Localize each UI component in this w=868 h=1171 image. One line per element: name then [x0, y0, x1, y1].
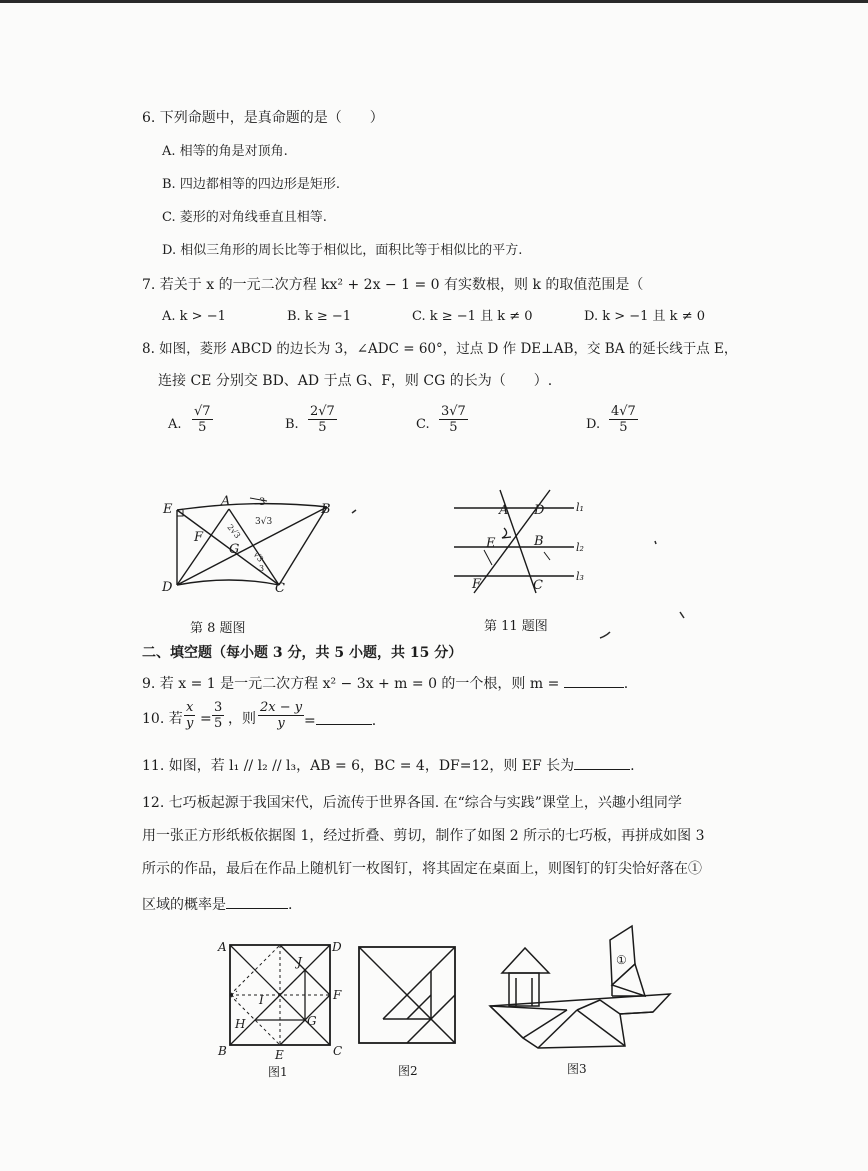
fraction-numerator: 2x − y	[260, 700, 303, 715]
q12-line3: 所示的作品，最后在作品上随机钉一枚图钉，将其固定在桌面上，则图钉的钉尖恰好落在①	[142, 861, 702, 877]
fig8-label-e: E	[163, 502, 173, 517]
q12-line1: 12. 七巧板起源于我国宋代，后流传于世界各国. 在“综合与实践”课堂上，兴趣小组同学	[142, 795, 682, 811]
tangram-figure-1	[215, 938, 345, 1062]
fig-t3-caption: 图3	[567, 1062, 587, 1076]
q7-stem: 7. 若关于 x 的一元二次方程 kx² + 2x − 1 = 0 有实数根，则 k 的取值范围是（	[142, 277, 644, 293]
q11-end: .	[630, 758, 635, 774]
tangram-figure-3	[485, 920, 675, 1052]
q10-fraction-expression	[258, 700, 304, 731]
fig-t1-label-g: G	[307, 1014, 317, 1028]
q12-line4-text: 区域的概率是	[142, 897, 226, 913]
q10-mid: ，则	[228, 711, 256, 727]
q11-text: 11. 如图，若 l₁ // l₂ // l₃，AB = 6，BC = 4，DF=12，则 EF 长为	[142, 758, 575, 774]
fig8-mark-cg: 3	[259, 564, 265, 573]
fraction-numerator: 4√7	[611, 404, 636, 419]
fig11-label-l1: l₁	[576, 501, 584, 514]
fig8-mark-rt3b: 2√3	[225, 522, 243, 541]
fraction-denominator: 5	[619, 420, 628, 435]
fig8-label-g: G	[229, 542, 240, 557]
fig-t1-label-e: E	[275, 1048, 284, 1062]
fig-t2-caption: 图2	[398, 1064, 418, 1078]
q7-option-c: C. k ≥ −1 且 k ≠ 0	[412, 309, 533, 324]
fig8-label-d: D	[162, 580, 173, 595]
fig-t1-label-j: J	[297, 955, 302, 969]
fig11-caption: 第 11 题图	[484, 619, 548, 634]
q9-line	[142, 673, 628, 693]
fig11-label-e: E	[486, 536, 496, 551]
fig8-mark-rt3c: √3	[251, 550, 266, 564]
fraction-denominator: 5	[449, 420, 458, 435]
fig-t1-label-c: C	[333, 1044, 343, 1058]
fig-t1-label-i: I	[259, 993, 264, 1007]
fig-t1-label-d: D	[332, 940, 342, 954]
fig8-mark-ab: 3	[259, 497, 266, 508]
q9-text: 9. 若 x = 1 是一元二次方程 x² − 3x + m = 0 的一个根，则 m =	[142, 676, 560, 692]
q11-answer-blank	[574, 755, 630, 770]
q10-fraction-3-over-5	[212, 700, 224, 731]
fig8-label-b: B	[321, 502, 331, 517]
q10-equals-1: =	[200, 711, 212, 727]
fig11-label-l3: l₃	[576, 570, 584, 583]
q6-option-a: A. 相等的角是对顶角.	[162, 144, 288, 159]
q6-option-d: D. 相似三角形的周长比等于相似比，面积比等于相似比的平方.	[162, 243, 523, 258]
q10-equals-2: =	[304, 713, 316, 729]
q10-answer-blank	[316, 710, 372, 725]
q12-line4	[142, 894, 292, 914]
fraction-numerator: 2√7	[310, 404, 335, 419]
fraction-numerator: √7	[194, 404, 211, 419]
fig11-label-l2: l₂	[576, 541, 584, 554]
q11-line	[142, 755, 635, 775]
fig8-label-a: A	[221, 494, 231, 509]
q12-line2: 用一张正方形纸板依据图 1，经过折叠、剪切，制作了如图 2 所示的七巧板，再拼成如图 3	[142, 828, 705, 844]
q10-answer-line	[304, 710, 376, 730]
fig11-label-b: B	[534, 534, 544, 549]
fraction-numerator: x	[186, 700, 194, 715]
fig11-label-a: A	[499, 503, 509, 518]
q9-answer-blank	[564, 673, 624, 688]
fig-t1-label-f: F	[333, 988, 342, 1002]
fig8-label-f: F	[194, 530, 204, 545]
fraction-denominator: y	[277, 716, 285, 731]
q10-end: .	[371, 713, 377, 729]
fraction-denominator: 5	[318, 420, 327, 435]
fraction-numerator: 3	[214, 700, 223, 715]
q10-prefix: 10. 若	[142, 711, 183, 727]
q10-fraction-x-over-y	[184, 700, 195, 731]
q6-stem: 6. 下列命题中，是真命题的是（ ）	[142, 110, 384, 126]
q12-answer-blank	[226, 894, 288, 909]
q6-option-b: B. 四边都相等的四边形是矩形.	[162, 177, 340, 192]
q8-option-b-letter: B.	[285, 417, 299, 432]
q8-option-a-letter: A.	[168, 417, 182, 432]
fig-t1-label-b: B	[218, 1044, 227, 1058]
q8-line2: 连接 CE 分别交 BD、AD 于点 G、F，则 CG 的长为（ ）.	[158, 373, 553, 389]
q7-option-a: A. k > −1	[162, 309, 226, 324]
tangram-figure-2	[356, 945, 458, 1047]
fraction-denominator: 5	[198, 420, 207, 435]
fraction-denominator: y	[185, 716, 194, 731]
q8-line1: 8. 如图，菱形 ABCD 的边长为 3，∠ADC = 60°，过点 D 作 DE⊥AB，交 BA 的延长线于点 E，	[142, 341, 738, 357]
fig11-label-c: C	[533, 578, 543, 593]
fig11-label-d: D	[534, 503, 545, 518]
fig-t3-region-1-label: ①	[616, 953, 627, 967]
fig-t1-label-a: A	[218, 940, 227, 954]
fig8-label-c: C	[275, 581, 285, 596]
q8-option-c-letter: C.	[416, 417, 430, 432]
section-2-heading: 二、填空题（每小题 3 分，共 5 小题，共 15 分）	[142, 645, 463, 661]
q9-end: .	[623, 676, 629, 692]
q7-option-b: B. k ≥ −1	[287, 309, 352, 324]
fig-t1-label-h: H	[235, 1017, 246, 1031]
fraction-denominator: 5	[214, 716, 223, 731]
q6-option-c: C. 菱形的对角线垂直且相等.	[162, 210, 327, 225]
q12-end: .	[288, 897, 293, 913]
q8-option-d-letter: D.	[586, 417, 601, 432]
q7-option-d: D. k > −1 且 k ≠ 0	[584, 309, 705, 324]
fig8-caption: 第 8 题图	[190, 621, 246, 636]
fig-t1-caption: 图1	[268, 1065, 288, 1079]
fig11-label-f: F	[472, 577, 482, 592]
fraction-numerator: 3√7	[441, 404, 466, 419]
fig8-mark-rt3a: 3√3	[255, 517, 273, 527]
